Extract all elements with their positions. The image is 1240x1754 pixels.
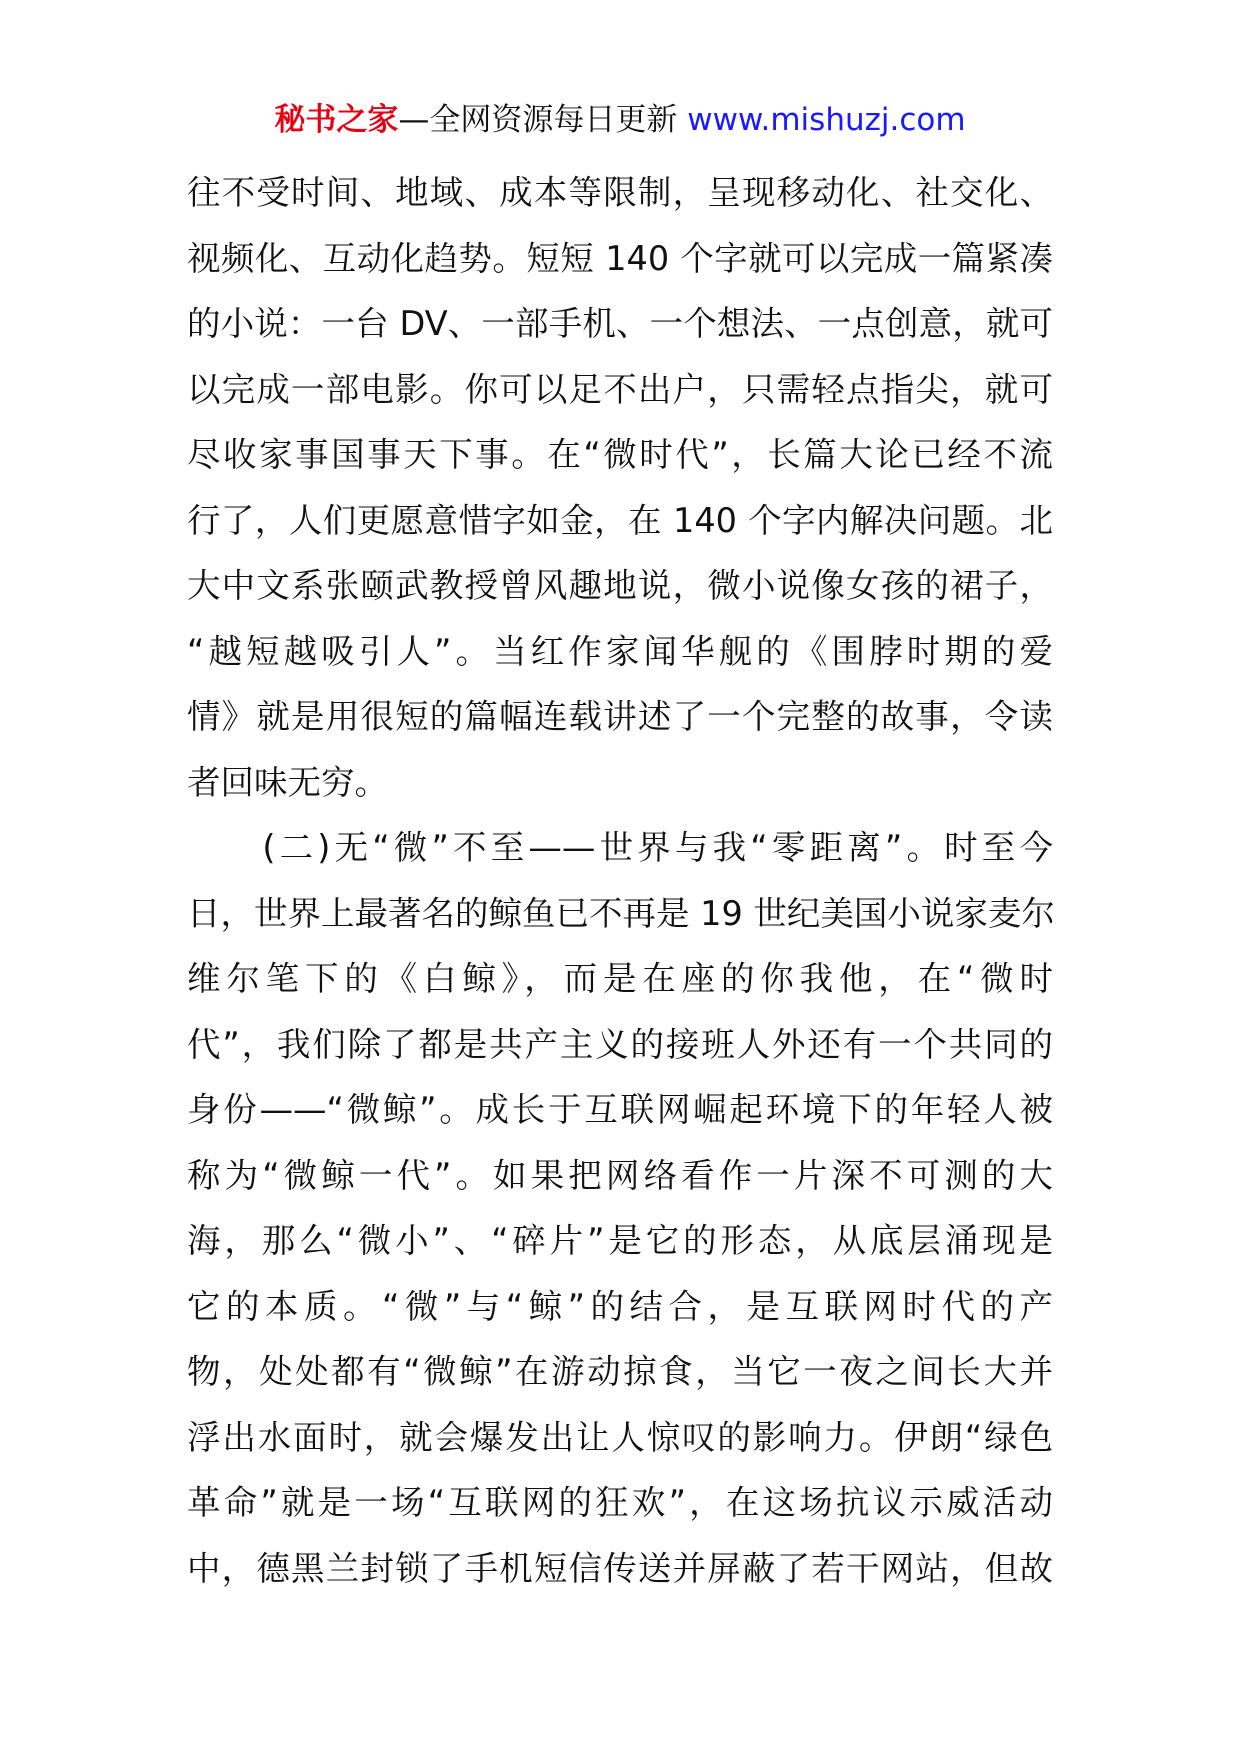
text-line: 行了，人们更愿意惜字如金，在 140 个字内解决问题。北 — [187, 500, 1053, 540]
text-line: 以完成一部电影。你可以足不出户，只需轻点指尖，就可 — [187, 369, 1053, 409]
text-line: 革命”就是一场“互联网的狂欢”，在这场抗议示威活动 — [187, 1483, 1053, 1522]
text-line: 中，德黑兰封锁了手机短信传送并屏蔽了若干网站，但故 — [187, 1548, 1053, 1588]
text-line: 日，世界上最著名的鲸鱼已不再是 19 世纪美国小说家麦尔 — [187, 893, 1055, 933]
text-line: 大中文系张颐武教授曾风趣地说，微小说像女孩的裙子， — [187, 566, 1053, 605]
text-line: 维尔笔下的《白鲸》，而是在座的你我他，在“微时 — [187, 959, 1053, 998]
site-name: 秘书之家 — [274, 102, 399, 138]
text-line: 浮出水面时，就会爆发出让人惊叹的影响力。伊朗“绿色 — [187, 1417, 1053, 1457]
text-line: 的小说：一台 DV、一部手机、一个想法、一点创意，就可 — [187, 304, 1053, 343]
text-line: “越短越吸引人”。当红作家闻华舰的《围脖时期的爱 — [187, 631, 1053, 671]
text-line: 尽收家事国事天下事。在“微时代”，长篇大论已经不流 — [187, 435, 1053, 474]
text-line: 它的本质。“微”与“鲸”的结合，是互联网时代的产 — [187, 1286, 1053, 1326]
text-line: 代”，我们除了都是共产主义的接班人外还有一个共同的 — [187, 1024, 1053, 1064]
page-header — [0, 100, 1240, 140]
header-url[interactable]: www.mishuzj.com — [687, 102, 966, 138]
header-tagline: —全网资源每日更新 — [398, 102, 688, 138]
text-line: 物，处处都有“微鲸”在游动掠食，当它一夜之间长大并 — [187, 1352, 1053, 1391]
document-body — [187, 160, 1053, 1601]
text-line: 者回味无穷。 — [187, 762, 388, 802]
text-line: 视频化、互动化趋势。短短 140 个字就可以完成一篇紧凑 — [187, 238, 1053, 278]
text-line: 海，那么“微小”、“碎片”是它的形态，从底层涌现是 — [187, 1221, 1053, 1260]
text-line: 称为“微鲸一代”。如果把网络看作一片深不可测的大 — [187, 1155, 1053, 1195]
text-line: 情》就是用很短的篇幅连载讲述了一个完整的故事，令读 — [187, 697, 1053, 736]
text-line: 往不受时间、地域、成本等限制，呈现移动化、社交化、 — [187, 173, 1053, 212]
text-line: (二)无“微”不至——世界与我“零距离”。时至今 — [187, 828, 1053, 867]
text-line: 身份——“微鲸”。成长于互联网崛起环境下的年轻人被 — [187, 1090, 1053, 1129]
